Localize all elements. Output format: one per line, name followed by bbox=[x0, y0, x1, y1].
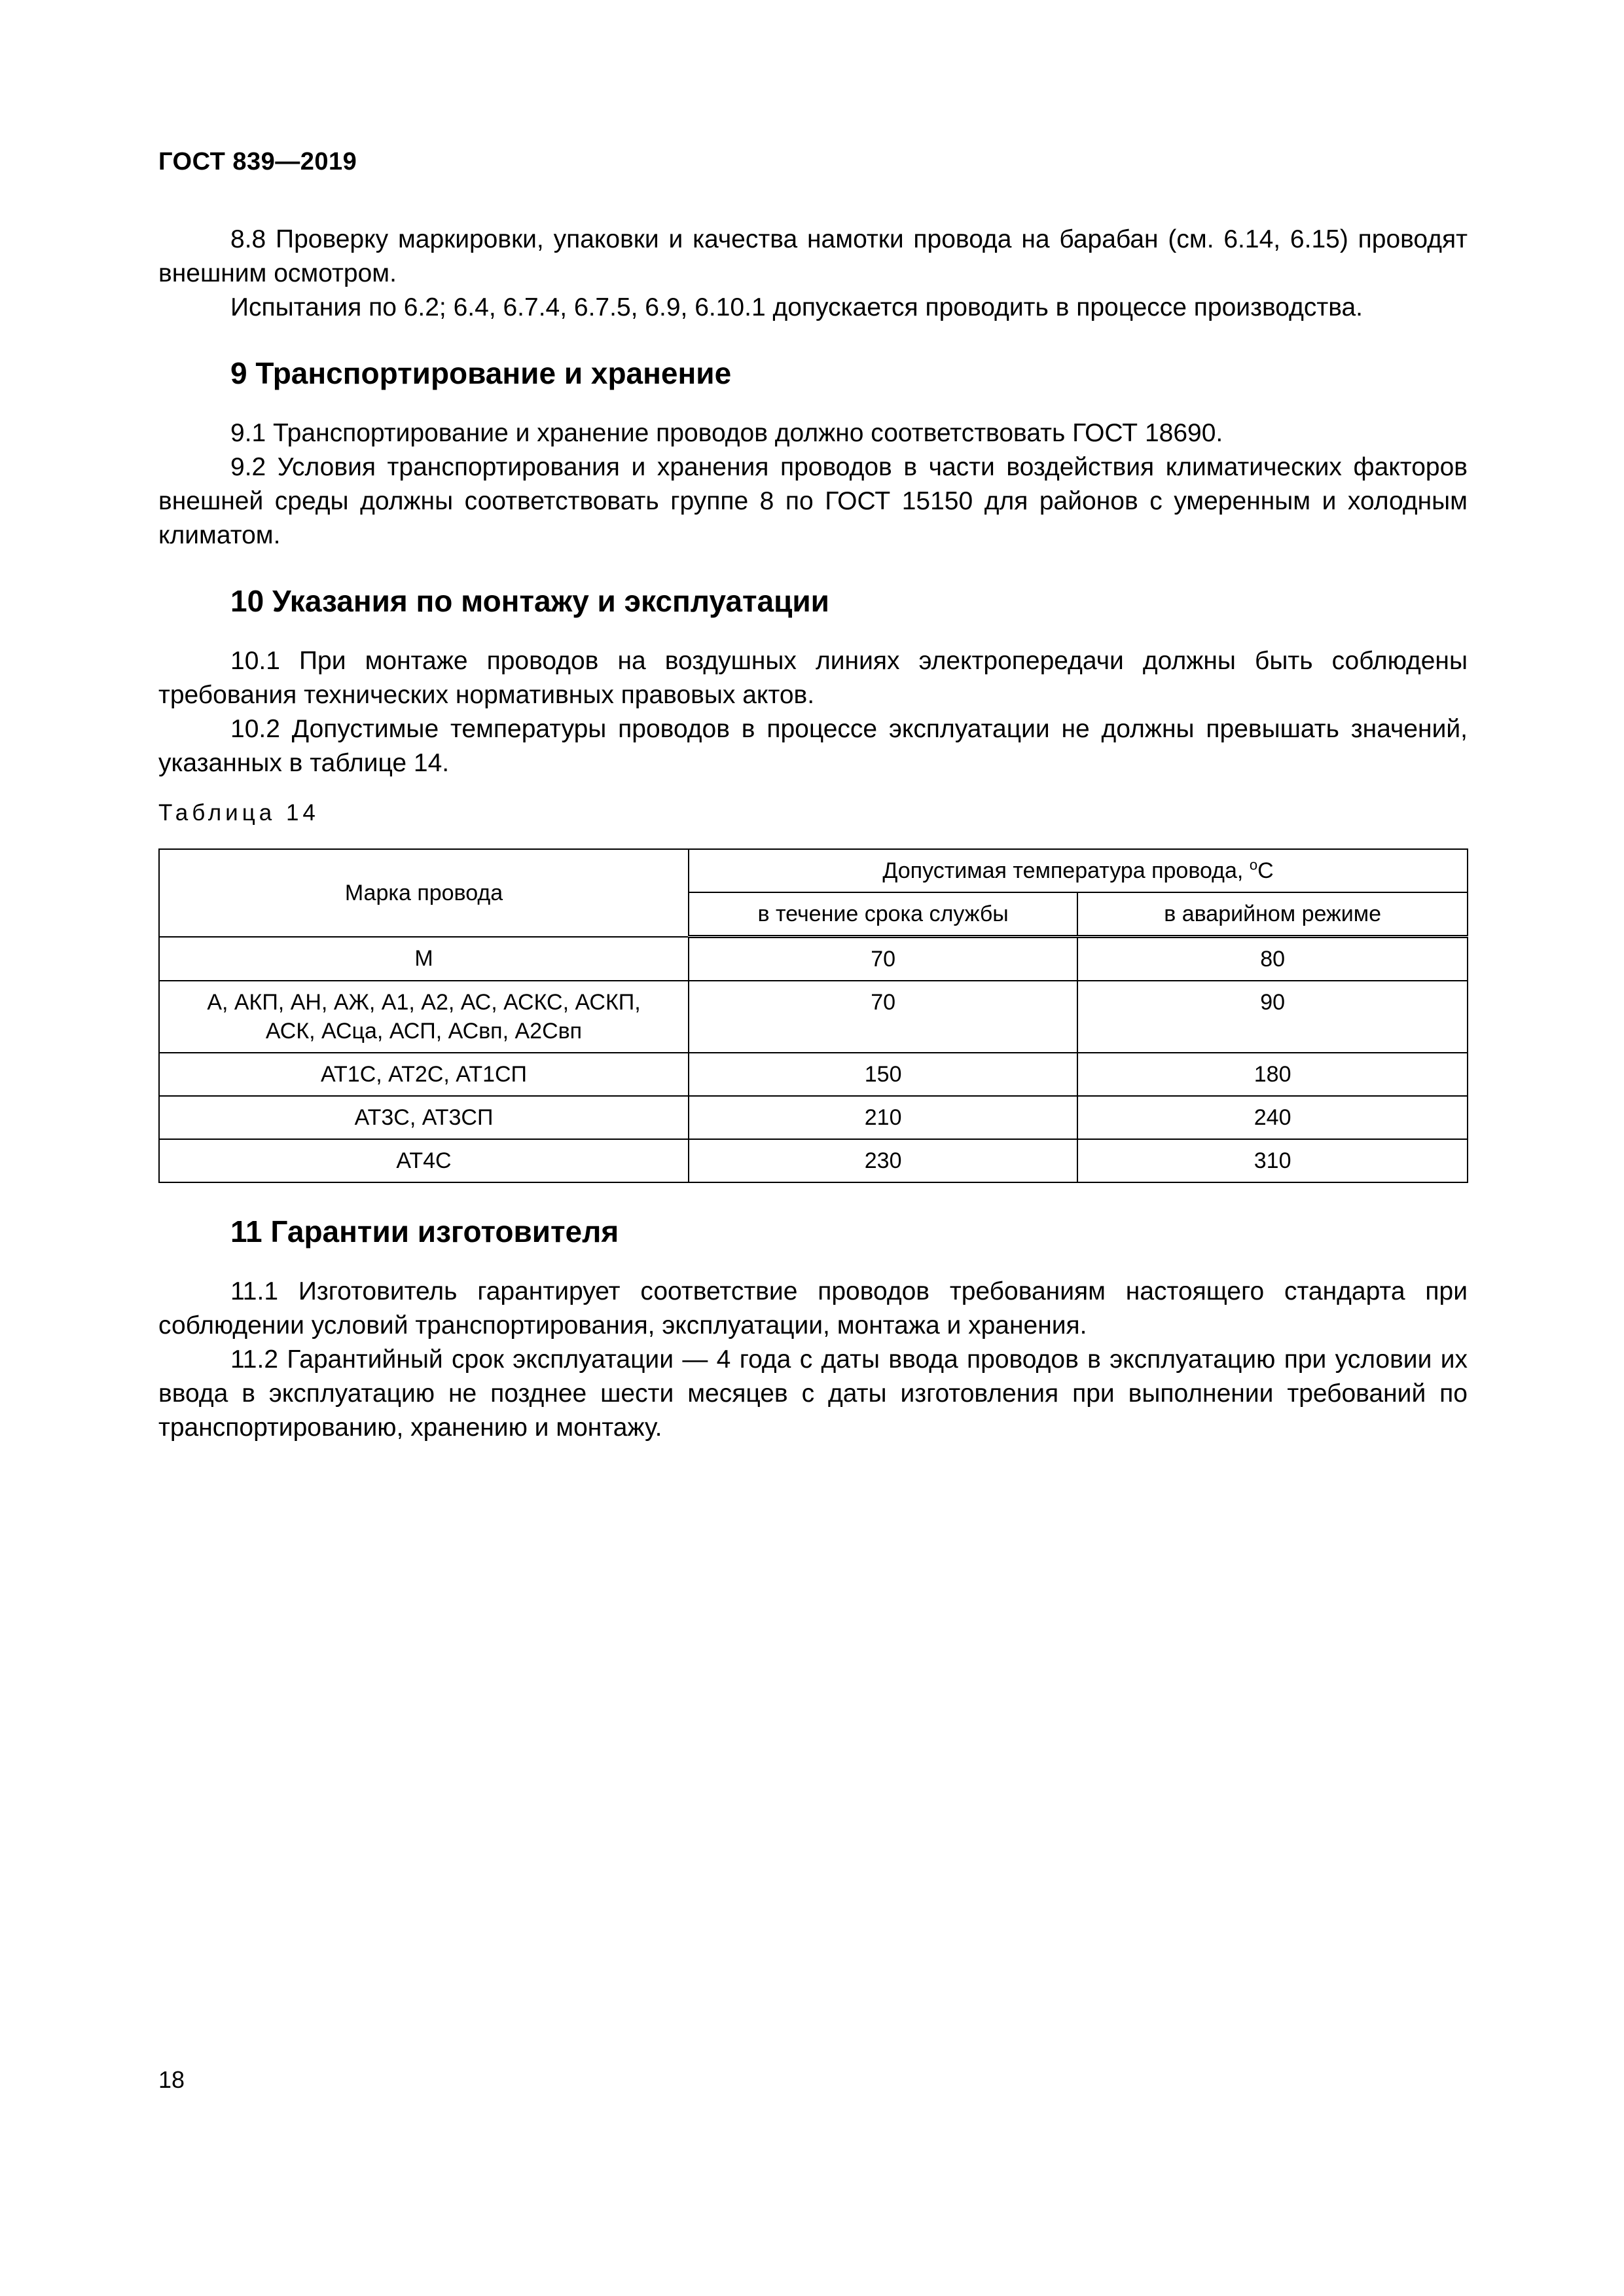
header-brand: Марка провода bbox=[159, 849, 689, 937]
table-caption: Таблица 14 bbox=[158, 800, 319, 826]
cell-emergency: 90 bbox=[1077, 981, 1468, 1053]
cell-service: 70 bbox=[689, 981, 1077, 1053]
paragraph-11-2: 11.2 Гарантийный срок эксплуатации — 4 года с даты ввода проводов в эксплуатацию при условии их ввода в эксплуатацию не позднее шести месяцев с даты изготовления при выполнении требований по транспортированию, хранению и монтажу. bbox=[158, 1345, 1468, 1442]
section-11-title: 11 Гарантии изготовителя bbox=[230, 1214, 619, 1248]
cell-brand: М bbox=[159, 937, 689, 981]
document-header: ГОСТ 839—2019 bbox=[158, 148, 357, 175]
section-10-title: 10 Указания по монтажу и эксплуатации bbox=[230, 584, 829, 618]
table-row bbox=[159, 981, 1468, 1053]
cell-service: 210 bbox=[689, 1096, 1077, 1139]
table-14 bbox=[158, 848, 1468, 1183]
cell-service: 230 bbox=[689, 1139, 1077, 1182]
table-row bbox=[159, 1139, 1468, 1182]
cell-brand-line: А, АКП, АН, АЖ, А1, А2, АС, АСКС, АСКП, bbox=[207, 990, 641, 1015]
cell-brand: АТ1С, АТ2С, АТ1СП bbox=[159, 1053, 689, 1096]
cell-service: 150 bbox=[689, 1053, 1077, 1096]
cell-brand-line: АСК, АСца, АСП, АСвп, А2Свп bbox=[265, 1019, 583, 1044]
paragraph-9-1: 9.1 Транспортирование и хранение проводов должно соответствовать ГОСТ 18690. bbox=[230, 419, 1223, 447]
cell-brand: АТ3С, АТ3СП bbox=[159, 1096, 689, 1139]
table-row bbox=[159, 1096, 1468, 1139]
table-row bbox=[159, 1053, 1468, 1096]
cell-emergency: 240 bbox=[1077, 1096, 1468, 1139]
paragraph-10-1: 10.1 При монтаже проводов на воздушных линиях электропередачи должны быть соблюдены требования технических нормативных правовых актов. bbox=[158, 647, 1468, 709]
cell-service: 70 bbox=[689, 937, 1077, 981]
paragraph-tests: Испытания по 6.2; 6.4, 6.7.4, 6.7.5, 6.9, 6.10.1 допускается проводить в процессе производства. bbox=[230, 293, 1363, 321]
header-temperature-label: Допустимая температура провода, bbox=[882, 858, 1244, 883]
header-service-life: в течение срока службы bbox=[689, 892, 1077, 937]
cell-emergency: 80 bbox=[1077, 937, 1468, 981]
degree-sign: о bbox=[1249, 856, 1258, 873]
paragraph-8-8: 8.8 Проверку маркировки, упаковки и качества намотки провода на барабан (см. 6.14, 6.15) проводят внешним осмотром. bbox=[158, 225, 1468, 287]
cell-emergency: 180 bbox=[1077, 1053, 1468, 1096]
paragraph-9-2: 9.2 Условия транспортирования и хранения проводов в части воздействия климатических факторов внешней среды должны соответствовать группе 8 по ГОСТ 15150 для районов с умеренным и холодным климатом. bbox=[158, 453, 1468, 549]
cell-brand: АТ4С bbox=[159, 1139, 689, 1182]
header-temperature-group bbox=[689, 849, 1468, 892]
paragraph-10-2: 10.2 Допустимые температуры проводов в процессе эксплуатации не должны превышать значений, указанных в таблице 14. bbox=[158, 715, 1468, 777]
cell-emergency: 310 bbox=[1077, 1139, 1468, 1182]
section-9-title: 9 Транспортирование и хранение bbox=[230, 356, 732, 390]
paragraph-11-1: 11.1 Изготовитель гарантирует соответствие проводов требованиям настоящего стандарта при соблюдении условий транспортирования, эксплуатации, монтажа и хранения. bbox=[158, 1277, 1468, 1339]
page-number: 18 bbox=[158, 2066, 185, 2093]
page-content bbox=[158, 223, 1468, 1445]
cell-brand bbox=[159, 981, 689, 1053]
header-temperature-unit: С bbox=[1257, 858, 1274, 883]
header-emergency: в аварийном режиме bbox=[1077, 892, 1468, 937]
table-row bbox=[159, 937, 1468, 981]
